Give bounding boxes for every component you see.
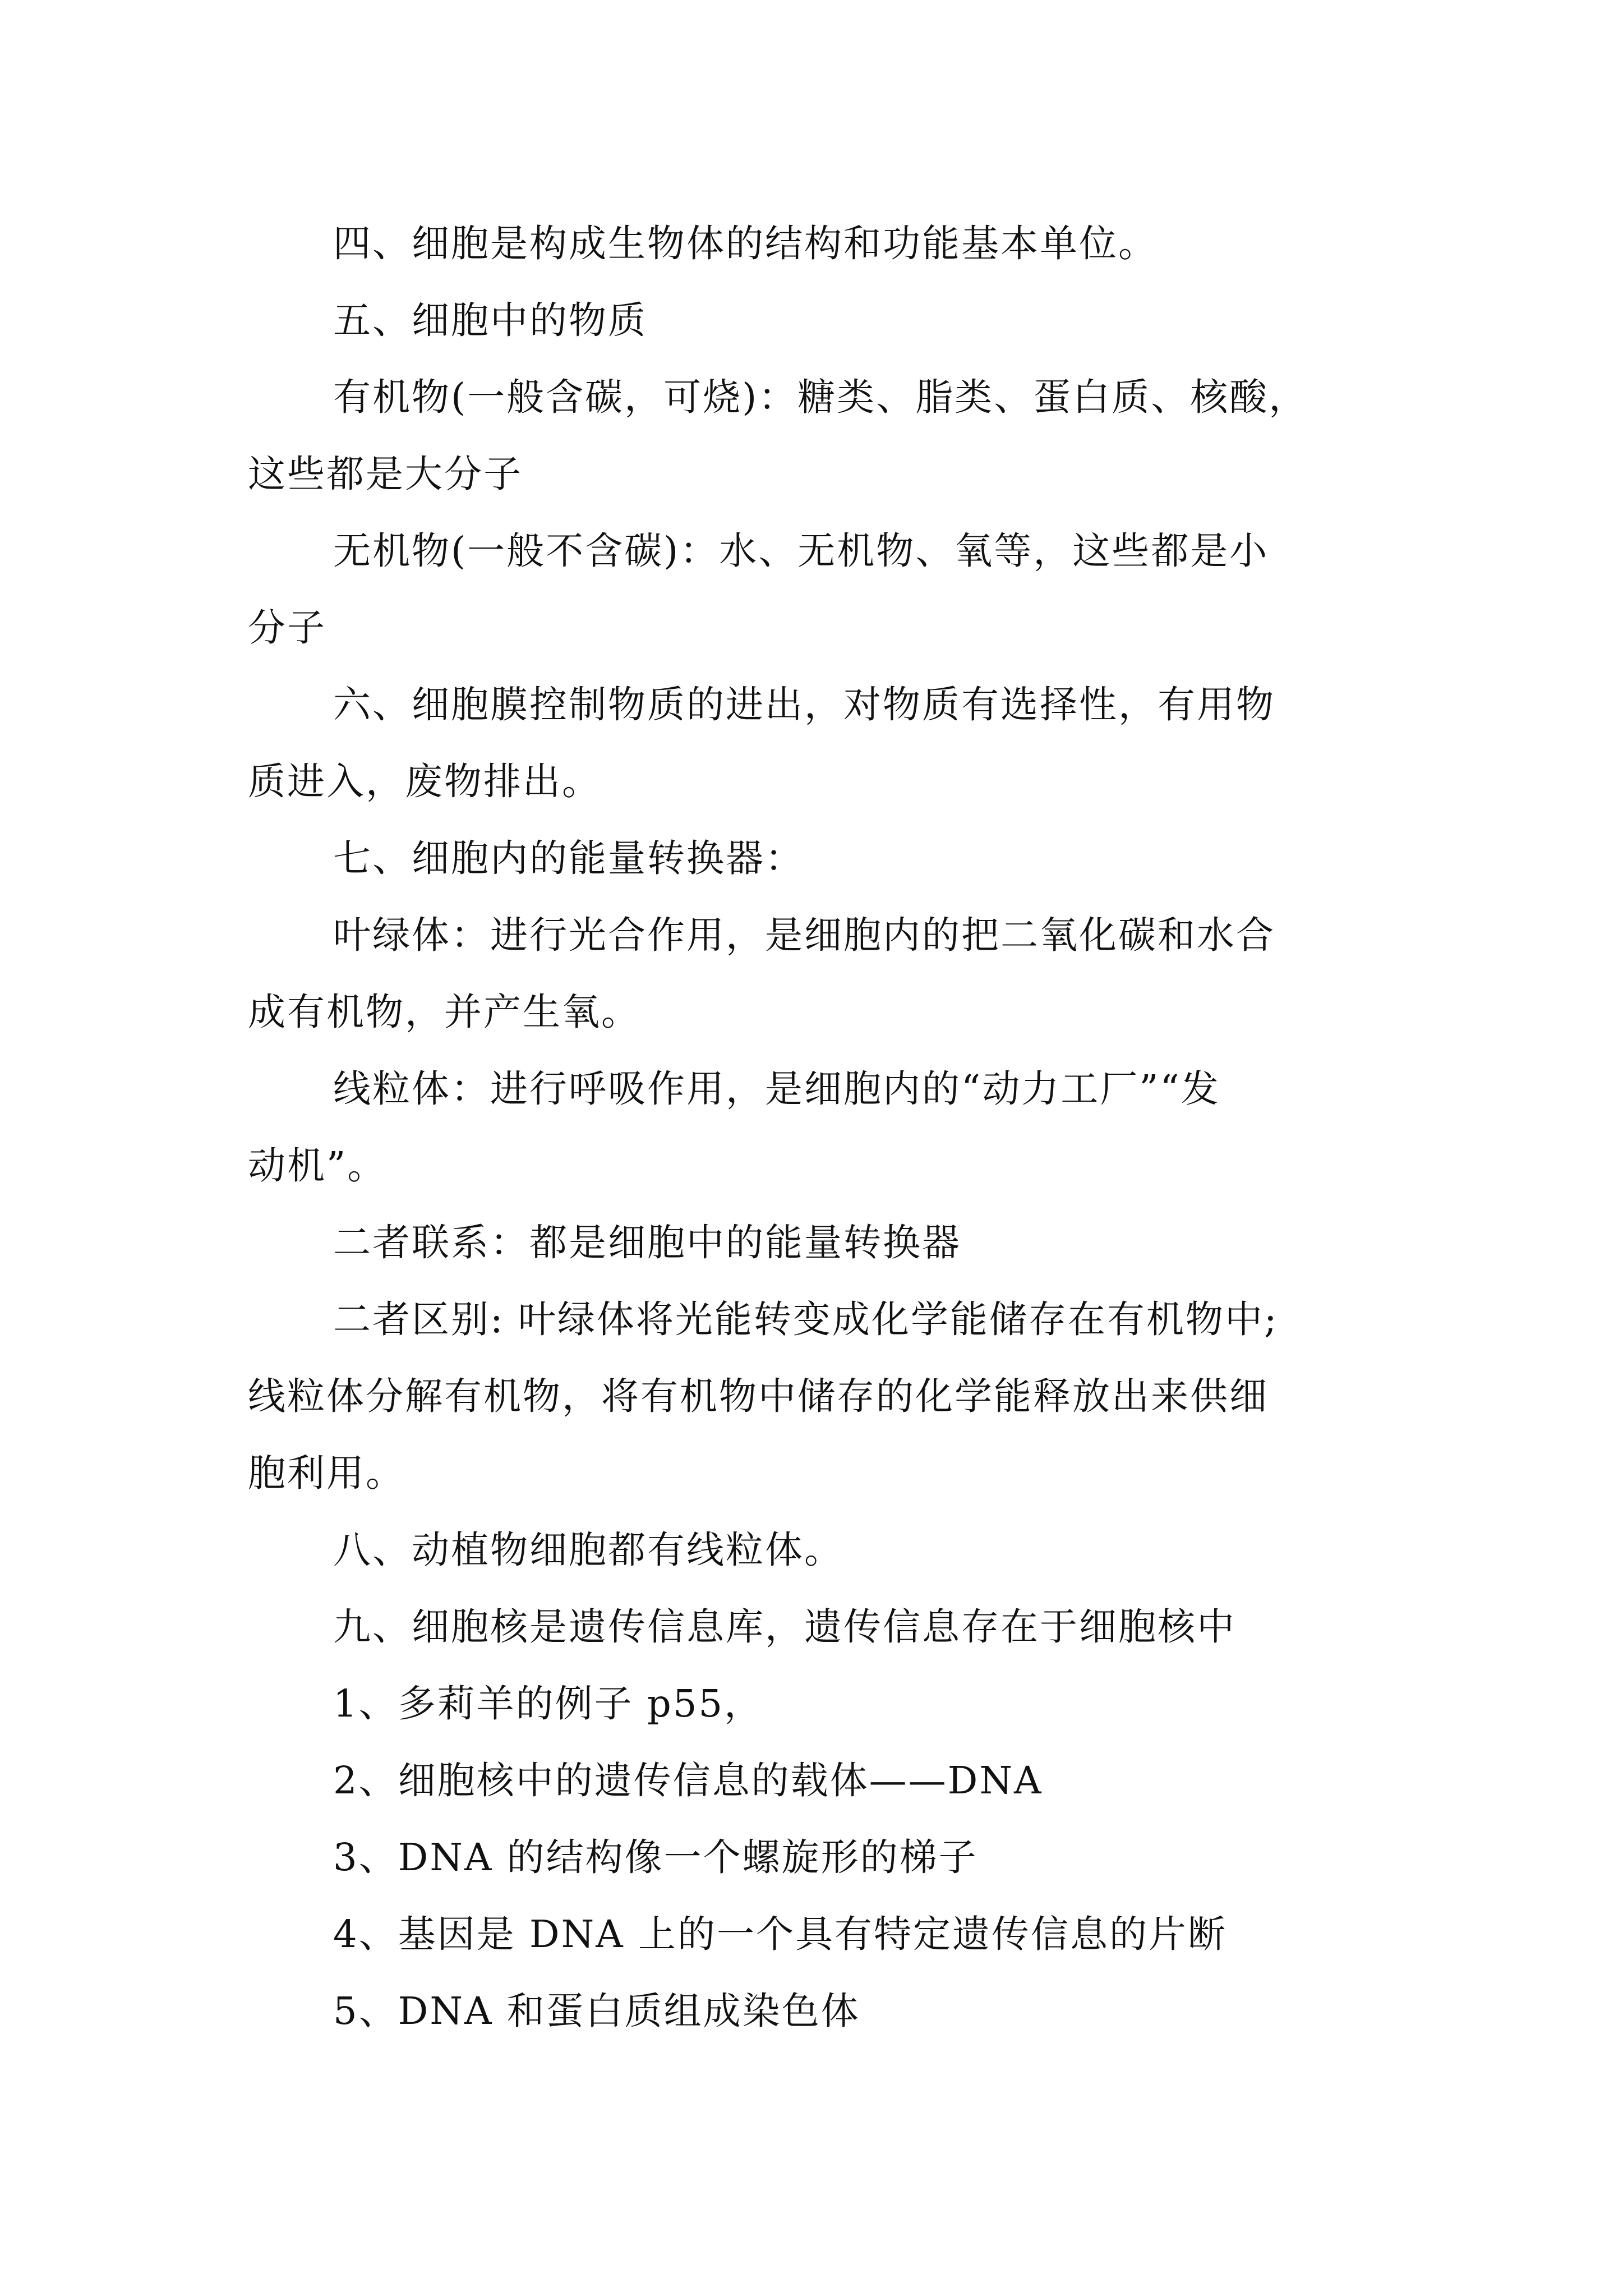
text-line: 线粒体：进行呼吸作用，是细胞内的“动力工厂”“发 bbox=[333, 1067, 1220, 1111]
text-line: 胞利用。 bbox=[248, 1451, 405, 1495]
text-line: 这些都是大分子 bbox=[248, 452, 523, 496]
paragraph-inorganic-matter bbox=[248, 513, 1398, 666]
list-item-1 bbox=[248, 1665, 1398, 1742]
text-line: 线粒体分解有机物，将有机物中储存的化学能释放出来供细 bbox=[248, 1374, 1269, 1418]
paragraph-organic-matter bbox=[248, 359, 1398, 513]
document-body bbox=[248, 205, 1398, 2050]
paragraph-section-6 bbox=[248, 666, 1398, 820]
paragraph-difference bbox=[248, 1281, 1398, 1512]
text-line: 九、细胞核是遗传信息库，遗传信息存在于细胞核中 bbox=[333, 1605, 1236, 1649]
list-item-3 bbox=[248, 1819, 1398, 1896]
paragraph-relation bbox=[248, 1204, 1398, 1281]
text-line: 四、细胞是构成生物体的结构和功能基本单位。 bbox=[333, 222, 1158, 265]
paragraph-section-8 bbox=[248, 1512, 1398, 1589]
text-line: 二者区别: 叶绿体将光能转变成化学能储存在有机物中; bbox=[333, 1297, 1279, 1341]
text-line: 动机”。 bbox=[248, 1144, 387, 1188]
text-line: 无机物(一般不含碳)：水、无机物、氧等，这些都是小 bbox=[333, 529, 1269, 573]
list-item-5 bbox=[248, 1973, 1398, 2050]
paragraph-section-9 bbox=[248, 1589, 1398, 1665]
paragraph-section-5-heading bbox=[248, 282, 1398, 359]
text-line: 七、细胞内的能量转换器： bbox=[333, 836, 804, 880]
text-line: 六、细胞膜控制物质的进出，对物质有选择性，有用物 bbox=[333, 683, 1275, 726]
text-line: 分子 bbox=[248, 606, 326, 650]
text-line: 1、多莉羊的例子 p55， bbox=[333, 1682, 764, 1726]
text-line: 质进入，废物排出。 bbox=[248, 760, 601, 803]
paragraph-chloroplast bbox=[248, 897, 1398, 1051]
list-item-4 bbox=[248, 1896, 1398, 1973]
text-line: 二者联系：都是细胞中的能量转换器 bbox=[333, 1221, 961, 1264]
text-line: 4、基因是 DNA 上的一个具有特定遗传信息的片断 bbox=[333, 1912, 1227, 1956]
text-line: 3、DNA 的结构像一个螺旋形的梯子 bbox=[333, 1835, 978, 1879]
paragraph-section-4 bbox=[248, 205, 1398, 282]
text-line: 八、动植物细胞都有线粒体。 bbox=[333, 1528, 843, 1572]
text-line: 五、细胞中的物质 bbox=[333, 298, 647, 342]
text-line: 5、DNA 和蛋白质组成染色体 bbox=[333, 1989, 860, 2033]
text-line: 有机物(一般含碳，可烧)：糖类、脂类、蛋白质、核酸， bbox=[333, 375, 1308, 419]
text-line: 叶绿体：进行光合作用，是细胞内的把二氧化碳和水合 bbox=[333, 913, 1275, 957]
list-item-2 bbox=[248, 1742, 1398, 1819]
paragraph-mitochondria bbox=[248, 1051, 1398, 1204]
text-line: 成有机物，并产生氧。 bbox=[248, 990, 640, 1034]
paragraph-section-7-heading bbox=[248, 820, 1398, 897]
text-line: 2、细胞核中的遗传信息的载体——DNA bbox=[333, 1759, 1043, 1802]
